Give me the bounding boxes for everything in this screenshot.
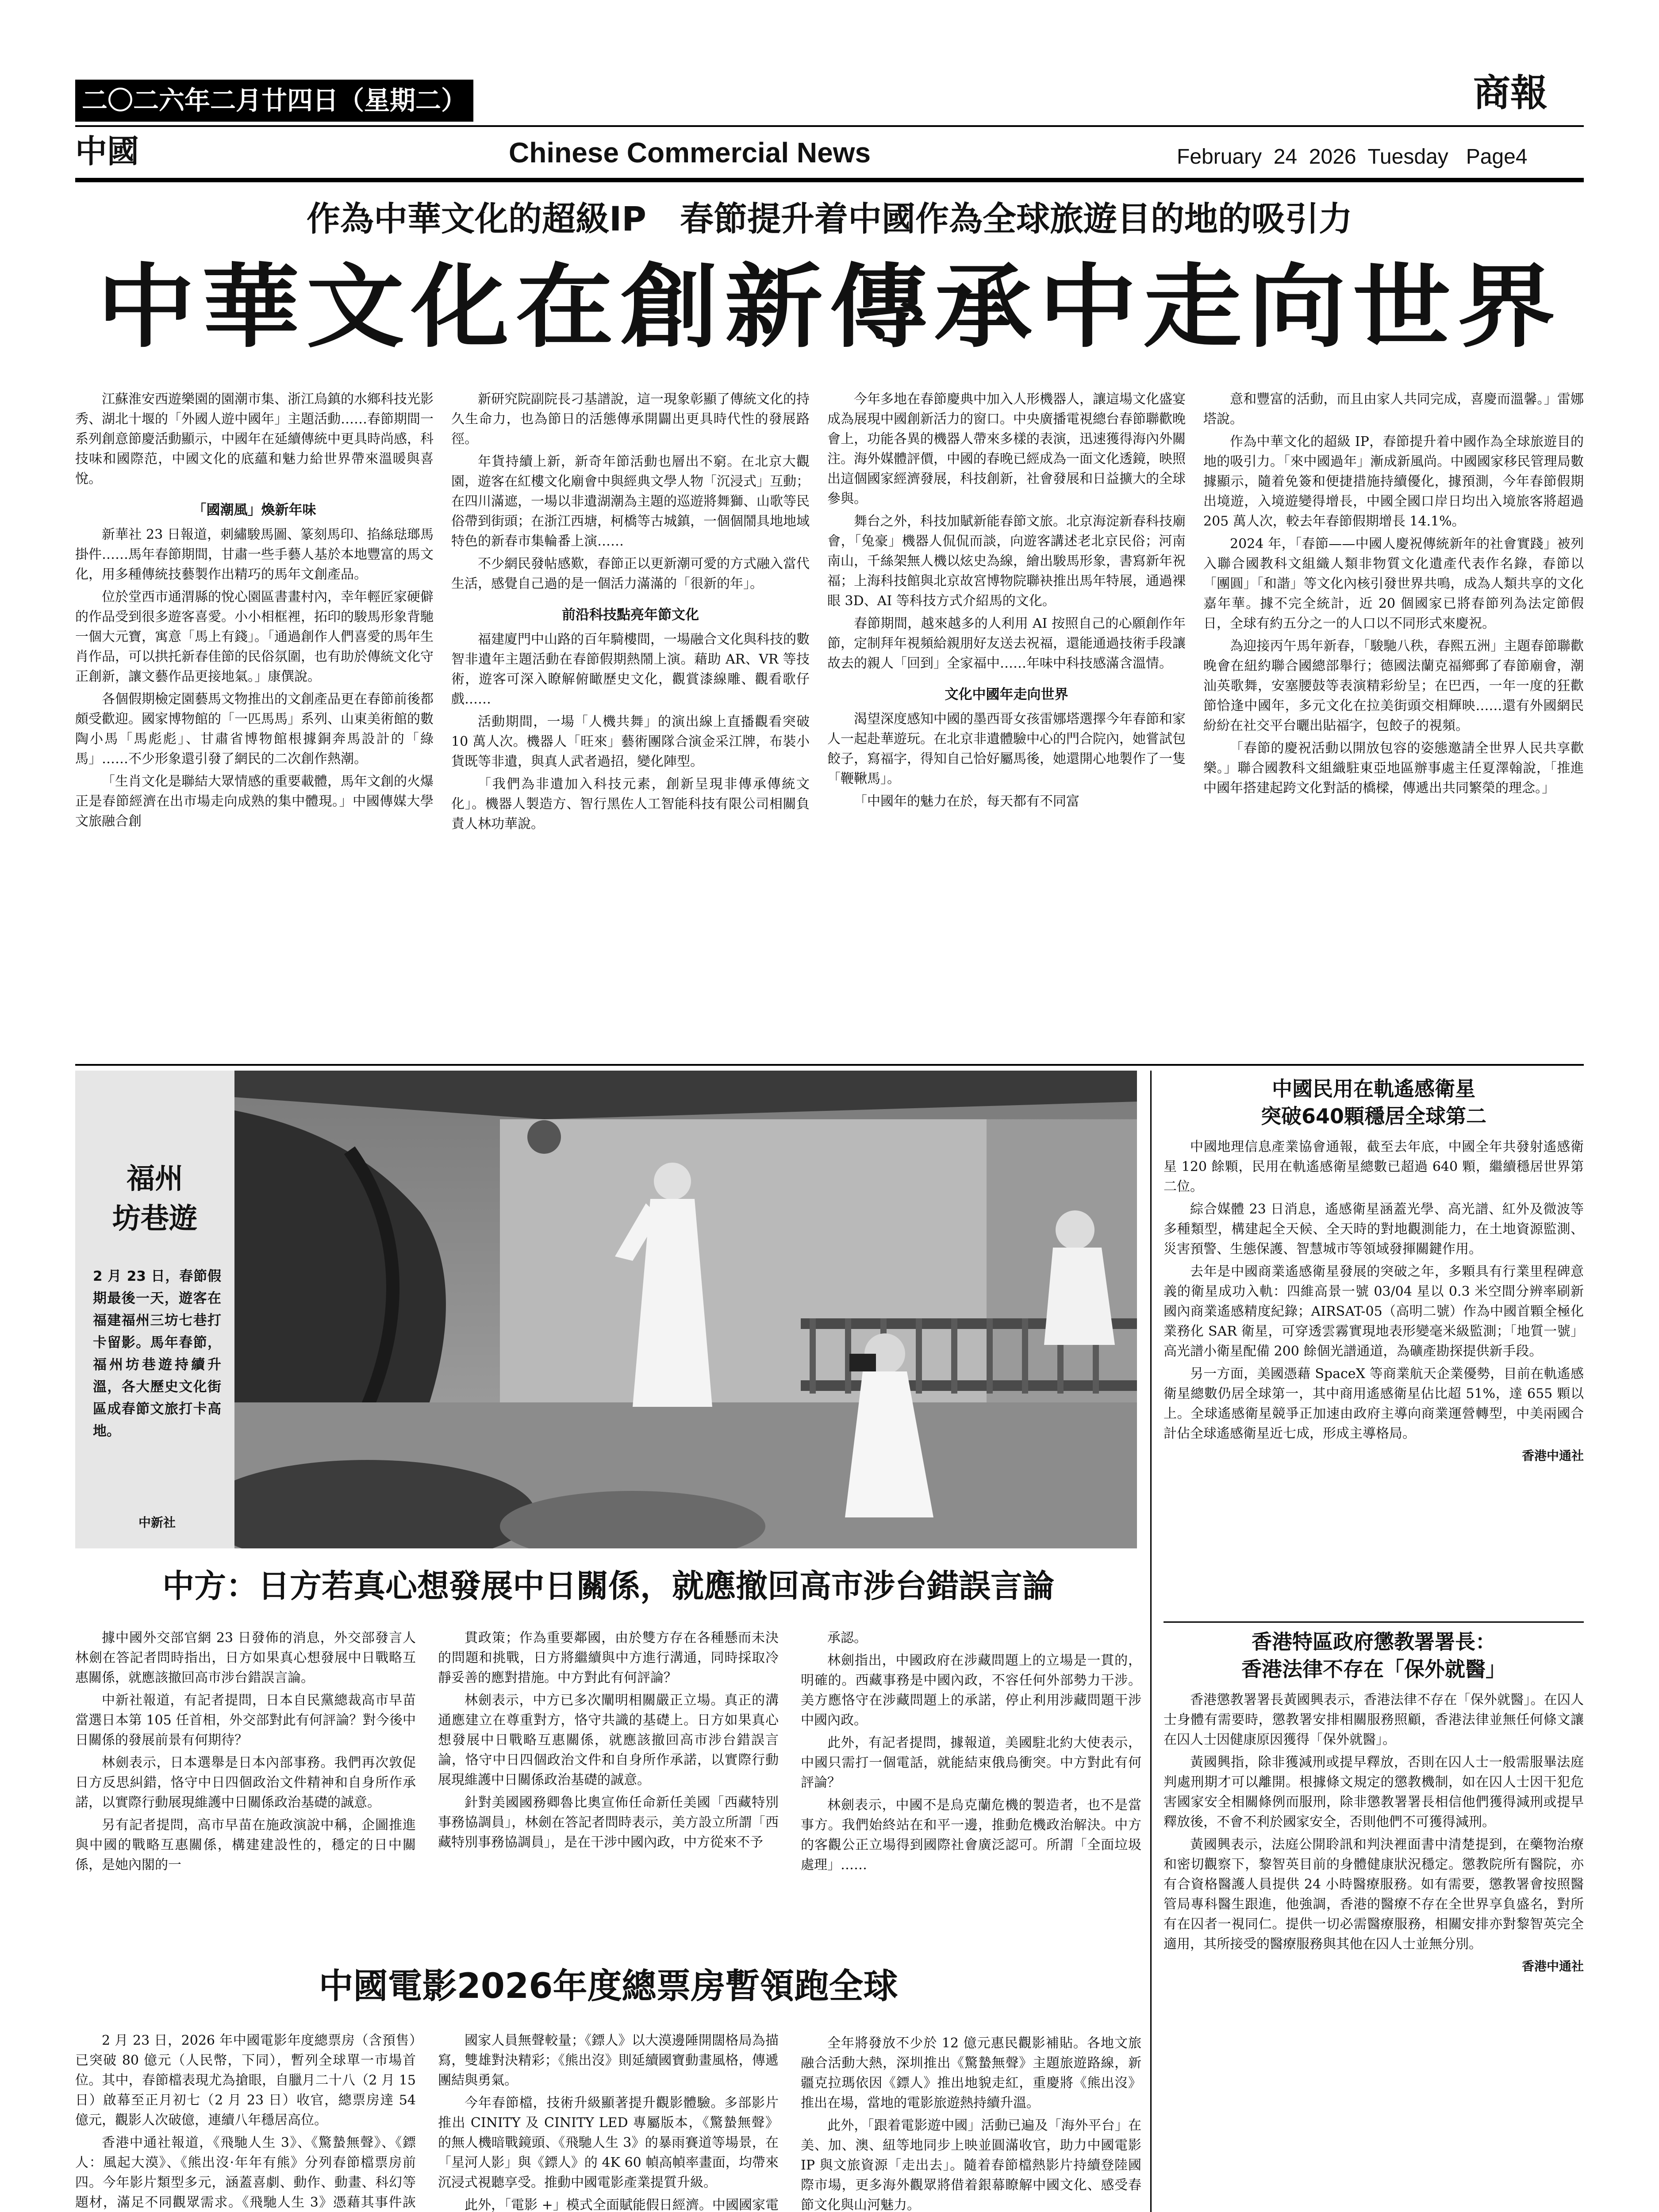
paragraph: 中國地理信息產業協會通報，截至去年底，中國全年共發射遙感衛星 120 餘顆，民用在軌遙感衛星總數已超過 640 顆，繼續穩居世界第二位。 [1164, 1139, 1584, 1194]
paragraph: 國家人員無聲較量；《鏢人》以大漠邊陲開闊格局為描寫，雙雄對決精彩；《熊出沒》則延續國寶動畫風格，傳遞團結與勇氣。 [438, 2033, 779, 2088]
paragraph: 今年春節檔，技術升級顯著提升觀影體驗。多部影片推出 CINITY 及 CINITY LED 專屬版本，《驚蟄無聲》的無人機暗戰鏡頭、《飛馳人生 3》的暴雨賽道等場景，在「星河人影」與《鏢人》的 4K 60 幀高幀率畫面，均帶來沉浸式視聽享受。推動中國電影產業提質升級。 [438, 2095, 779, 2190]
paragraph: 2 月 23 日，2026 年中國電影年度總票房（含預售）已突破 80 億元（人民幣，下同），暫列全球單一市場首位。其中，春節檔表現尤為搶眼，自臘月二十八（2 月 15 日）啟幕至正月初七（2 月 23 日）收官，總票房達 54 億元，觀影人次破億，連續八年穩居高位。 [75, 2033, 416, 2128]
masthead-rule [75, 178, 1584, 182]
film-column-2 [438, 2031, 779, 2212]
masthead-rule-top [75, 125, 1584, 127]
paragraph: 另有記者提問，高市早苗在施政演說中稱，企圖推進與中國的戰略互惠關係，構建建設性的，穩定的日中關係，是她內閣的一 [75, 1817, 416, 1873]
film-column-1 [75, 2031, 416, 2212]
paragraph: 春節期間，越來越多的人利用 AI 按照自己的心願創作年節，定制拜年視頻給親朋好友送去祝福，還能通過技術手段讓故去的親人「回到」全家福中……年味中科技感滿含溫情。 [827, 616, 1186, 671]
paragraph: 中新社報道，有記者提問，日本自民黨總裁高市早苗當選日本第 105 任首相，外交部對此有何評論？對今後中日關係的發展前景有何期待？ [75, 1693, 416, 1748]
paragraph: 活動期間，一場「人機共舞」的演出線上直播觀看突破 10 萬人次。機器人「旺來」藝術團隊合演金采江牌，布裝小貨既等非遺，與真人武者過招，變化陣型。 [451, 714, 810, 769]
film-headline: 中國電影2026年度總票房暫領跑全球 [319, 1966, 898, 2006]
article-source: 香港中通社 [1521, 1448, 1584, 1463]
paragraph: 此外，「跟着電影遊中國」活動已遍及「海外平台」在美、加、澳、紐等地同步上映並圓滿收官，助力中國電影 IP 與文旅資源「走出去」。隨着春節檔熱影片持續登陸國際市場，更多海外觀眾將借着銀幕瞭解中國文化、感受春節文化與山河魅力。 [801, 2118, 1141, 2212]
paragraph: 全年將發放不少於 12 億元惠民觀影補貼。各地文旅融合活動大熱，深圳推出《驚蟄無聲》主題旅遊路線，新疆克拉瑪依因《鏢人》推出地貌走紅，重慶將《熊出沒》推出在場，當地的電影旅遊熱持續升溫。 [801, 2035, 1141, 2111]
subheading: 「國潮風」煥新年味 [192, 502, 316, 518]
paragraph: 承認。 [827, 1630, 867, 1646]
lead-column-2 [451, 389, 810, 1057]
paragraph: 「中國年的魅力在於，每天都有不同富 [854, 794, 1079, 809]
paragraph: 此外，「電影 +」模式全面賦能假日經濟。中國國家電 [465, 2197, 779, 2212]
paragraph: 不少網民發帖感歎，春節正以更新潮可愛的方式融入當代生活，感覺自己過的是一個活力滿滿的「很新的年」。 [451, 556, 810, 591]
paragraph: 福建廈門中山路的百年騎樓間，一場融合文化與科技的數智非遺年主題活動在春節假期熱鬧上演。藉助 AR、VR 等技術，遊客可深入瞭解俯瞰歷史文化，觀賞漆線雕、觀看歌仔戲…… [451, 632, 810, 707]
paragraph: 此外，有記者提問，據報道，美國駐北約大使表示，中國只需打一個電話，就能結束俄烏衝突。中方對此有何評論？ [801, 1735, 1141, 1790]
photo-caption-box [75, 1071, 234, 1548]
paragraph: 為迎接丙午馬年新春，「駿馳八秩，春熙五洲」主題春節聯歡晚會在紐約聯合國總部舉行；德國法蘭克福鄉郵了春節廟會，潮汕英歌舞，安塞腰鼓等表演精彩紛呈；在巴西，一年一度的狂歡節恰逢中國年，多元文化在拉美街頭交相輝映……還有外國網民紛紛在社交平台曬出貼福字，包餃子的視頻。 [1203, 638, 1584, 733]
photo-credit: 中新社 [138, 1515, 176, 1530]
lead-kicker: 作為中華文化的超級IP 春節提升着中國作為全球旅遊目的地的吸引力 [307, 199, 1352, 238]
paragraph: 林劍表示，中方已多次闡明相關嚴正立場。真正的溝通應建立在尊重對方，恪守共識的基礎上。日方如果真心想發展中日戰略互惠關係，就應該撤回高市涉台錯誤言論，恪守中日四個政治文件和自身所作承諾，以實際行動展現維護中日關係政治基礎的誠意。 [438, 1693, 779, 1788]
subheading: 文化中國年走向世界 [945, 687, 1068, 703]
japan-column-1 [75, 1628, 416, 1947]
photo-title: 福州 坊巷遊 [112, 1163, 197, 1235]
paragraph: 2024 年，「春節——中國人慶祝傳統新年的社會實踐」被列入聯合國教科文組織人類非物質文化遺產代表作名錄，春節以「團圓」「和諧」等文化內核引發世界共鳴，成為人類共享的文化嘉年華。據不完全統計，近 20 個國家已將春節列為法定節假日，全球有約五分之一的人口以不同形式來慶祝。 [1203, 536, 1584, 631]
paragraph: 「春節的慶祝活動以開放包容的姿態邀請全世界人民共享歡樂。」聯合國教科文組織駐東亞地區辦事處主任夏澤翰說，「推進中國年搭建起跨文化對話的橋樑，傳遞出共同繁榮的理念。」 [1203, 741, 1584, 796]
right-column-rule [1150, 1071, 1152, 2212]
lead-headline: 中華文化在創新傳承中走向世界 [97, 255, 1562, 360]
subheading: 前沿科技點亮年節文化 [562, 607, 699, 623]
satellite-article [1164, 1137, 1584, 1615]
paper-logo: 商報 [1473, 71, 1548, 115]
paragraph: 去年是中國商業遙感衛星發展的突破之年，多顆具有行業里程碑意義的衛星成功入軌：四維高景一號 03/04 星以 0.3 米空間分辨率刷新國內商業遙感精度紀錄；AIRSAT-05（高明二號）作為中國首顆全極化業務化 SAR 衛星，可穿透雲霧實現地表形變毫米級監測；「地質一號」高光譜小衛星配備 200 餘個光譜通道，為礦產勘探提供新手段。 [1164, 1264, 1584, 1359]
paragraph: 江蘇淮安西遊樂園的園潮市集、浙江烏鎮的水鄉科技光影秀、湖北十堰的「外國人遊中國年」主題活動……春節期間一系列創意節慶活動顯示，中國年在延續傳統中更具時尚感，科技味和國際范，中國文化的底蘊和魅力給世界帶來溫暖與喜悅。 [75, 392, 434, 487]
paragraph: 作為中華文化的超級 IP，春節提升着中國作為全球旅遊目的地的吸引力。「來中國過年」漸成新風尚。中國國家移民管理局數據顯示，隨着免簽和便捷措施持續優化，據預測，今年春節假期出境遊，入境遊變得增長，中國全國口岸日均出入境旅客將超過 205 萬人次，較去年春節假期增長 14.1%。 [1203, 434, 1584, 529]
date-english: February 24 2026 Tuesday Page4 [1177, 145, 1528, 169]
paragraph: 意和豐富的活動，而且由家人共同完成，喜慶而溫馨。」雷娜塔說。 [1203, 392, 1584, 427]
paragraph: 香港中通社報道，《飛馳人生 3》、《驚蟄無聲》、《鏢人：風起大漠》、《熊出沒·年年有熊》分列春節檔票房前四。今年影片類型多元，涵蓋喜劇、動作、動畫、科幻等題材，滿足不同觀眾需求。《飛馳人生 3》憑藉其事件詼 [75, 2135, 416, 2210]
lead-column-4 [1203, 389, 1584, 1057]
correction-headline: 香港特區政府懲教署署長： 香港法律不存在「保外就醫」 [1241, 1630, 1506, 1681]
paragraph: 「我們為非遺加入科技元素，創新呈現非傳承傳統文化」。機器人製造方、智行黑佐人工智能科技有限公司相關負責人林功華說。 [451, 776, 810, 832]
japan-column-3 [801, 1628, 1141, 1947]
paragraph: 貫政策；作為重要鄰國，由於雙方存在各種懸而未決的問題和挑戰，日方將繼續與中方進行溝通，同時採取冷靜妥善的應對措施。中方對此有何評論？ [438, 1630, 779, 1686]
divider [1164, 1621, 1584, 1623]
paragraph: 新華社 23 日報道，刺繡駿馬圖、篆刻馬印、掐絲琺瑯馬掛件……馬年春節期間，甘肅一些手藝人基於本地豐富的馬文化，用多種傳統技藝製作出精巧的馬年文創產品。 [75, 527, 434, 582]
paragraph: 林劍指出，中國政府在涉藏問題上的立場是一貫的，明確的。西藏事務是中國內政，不容任何外部勢力干涉。美方應恪守在涉藏問題上的承諾，停止利用涉藏問題干涉中國內政。 [801, 1653, 1141, 1728]
japan-column-2 [438, 1628, 779, 1947]
correction-article [1164, 1690, 1584, 2212]
paragraph: 綜合媒體 23 日消息，遙感衛星涵蓋光學、高光譜、紅外及微波等多種類型，構建起全天候、全天時的對地觀測能力，在土地資源監測、災害預警、生態保護、智慧城市等領域發揮關鍵作用。 [1164, 1202, 1584, 1257]
paragraph: 林劍表示，中國不是烏克蘭危機的製造者，也不是當事方。我們始終站在和平一邊，推動危機政治解決。中方的客觀公正立場得到國際社會廣泛認可。所謂「全面垃圾處理」…… [801, 1797, 1141, 1873]
paragraph: 針對美國國務卿魯比奧宣佈任命新任美國「西藏特別事務協調員」，林劍在答記者問時表示，美方設立所謂「西藏特別事務協調員」，是在干涉中國內政，中方從來不予 [438, 1795, 779, 1850]
paragraph: 另一方面，美國憑藉 SpaceX 等商業航天企業優勢，目前在軌遙感衛星總數仍居全球第一，其中商用遙感衛星佔比超 51%，達 655 顆以上。全球遙感衛星競爭正加速由政府主導向商業運營轉型，中美兩國合計佔全球遙感衛星近七成，形成主導格局。 [1164, 1366, 1584, 1441]
japan-headline: 中方：日方若真心想發展中日關係，就應撤回高市涉台錯誤言論 [162, 1567, 1054, 1605]
paragraph: 黃國興指，除非獲減刑或提早釋放，否則在囚人士一般需服畢法庭判處刑期才可以離開。根據條文規定的懲教機制，如在囚人士因干犯危害國家安全相關條例而服刑，除非懲教署署長相信他們獲得減刑或提早釋放後，不會不利於國家安全，否則他們不可獲得減刑。 [1164, 1755, 1584, 1830]
paragraph: 「生肖文化是聯結大眾情感的重要載體，馬年文創的火爆正是春節經濟在出市場走向成熟的集中體現。」中國傳媒大學文旅融合創 [75, 774, 434, 829]
paragraph: 舞台之外，科技加賦新能春節文旅。北京海淀新春科技廟會，「兔豪」機器人侃侃而談，向遊客講述老北京民俗；河南南山，千絲架無人機以炫史為線，繪出駿馬形象，書寫新年祝福；上海科技館與北京故宮博物院聯袂推出馬年特展，通過裸眼 3D、AI 等科技方式介紹馬的文化。 [827, 514, 1186, 609]
satellite-headline: 中國民用在軌遙感衛星 突破640顆穩居全球第二 [1260, 1077, 1487, 1128]
photo-caption: 2 月 23 日，春節假期最後一天，遊客在福建福州三坊七巷打卡留影。馬年春節，福州坊巷遊持續升溫，各大歷史文化街區成春節文旅打卡高地。 [93, 1268, 221, 1439]
paragraph: 渴望深度感知中國的墨西哥女孩雷娜塔選擇今年春節和家人一起赴華遊玩。在北京非遺體驗中心的門合院內，她嘗試包餃子，寫福字，得知自己恰好屬馬後，她還開心地製作了一隻「鞭鞦馬」。 [827, 711, 1186, 787]
article-source: 香港中通社 [1521, 1959, 1584, 1974]
paragraph: 黃國興表示，法庭公開聆訊和判決裡面書中清楚提到，在藥物治療和密切觀察下，黎智英目前的身體健康狀況穩定。懲教院所有醫院，亦有合資格醫護人員提供 24 小時醫療服務。如有需要，懲教署會按照醫管局專科醫生跟進，他強調，香港的醫療不存在全世界享負盛名，對所有在囚者一視同仁。提供一切必需醫療服務，相關安排亦對黎智英完全適用，其所接受的醫療服務與其他在囚人士並無分別。 [1164, 1837, 1584, 1952]
film-column-3 [801, 2031, 1141, 2212]
lead-column-1 [75, 389, 434, 1057]
paragraph: 香港懲教署署長黃國興表示，香港法律不存在「保外就醫」。在囚人士身體有需要時，懲教署安排相關服務照顧，香港法律並無任何條文讓在囚人士因健康原因獲得「保外就醫」。 [1164, 1692, 1584, 1747]
paragraph: 據中國外交部官網 23 日發佈的消息，外交部發言人林劍在答記者問時指出，日方如果真心想發展中日戰略互惠關係，就應該撤回高市涉台錯誤言論。 [75, 1630, 416, 1686]
news-photo [234, 1071, 1137, 1548]
date-banner: 二〇二六年二月廿四日（星期二） [75, 80, 473, 122]
paper-english-name: Chinese Commercial News [509, 137, 871, 169]
paragraph: 各個假期檢定園藝馬文物推出的文創產品更在春節前後都頗受歡迎。國家博物館的「一匹馬馬」系列、山東美術館的數陶小馬「馬彪彪」、甘肅省博物館根據銅奔馬設計的「綠馬」……不少形象還引發了網民的二次創作熱潮。 [75, 691, 434, 767]
section-divider [75, 1064, 1584, 1066]
paragraph: 新研究院副院長刁基譜說，這一現象彰顯了傳統文化的持久生命力，也為節日的活態傳承開闢出更具時代性的發展路徑。 [451, 392, 810, 447]
paragraph: 林劍表示，日本選舉是日本內部事務。我們再次敦促日方反思糾錯，恪守中日四個政治文件精神和自身所作承諾，以實際行動展現維護中日關係政治基礎的誠意。 [75, 1755, 416, 1810]
lead-column-3 [827, 389, 1186, 1057]
section-label: 中國 [75, 133, 139, 170]
paragraph: 今年多地在春節慶典中加入人形機器人，讓這場文化盛宴成為展現中國創新活力的窗口。中央廣播電視總台春節聯歡晚會上，功能各異的機器人帶來多樣的表演，迅速獲得海內外關注。海外媒體評價，中國的春晚已經成為一面文化透鏡，映照出這個國家經濟發展，科技創新，社會發展和日益擴大的全球參與。 [827, 392, 1186, 507]
paragraph: 位於堂西市通渭縣的悅心園區書畫村內，幸年輕匠家硬僻的作品受到很多遊客喜愛。小小相框裡，拓印的駿馬形象背馳一個大元寶，寓意「馬上有錢」。「通過創作人們喜愛的馬年生肖作品，可以拱托新春佳節的民俗氛圍，也有助於傳統文化守正創新，讓文藝作品更接地氣。」康僎說。 [75, 589, 434, 684]
paragraph: 年貨持續上新，新奇年節活動也層出不窮。在北京大觀園，遊客在紅樓文化廟會中與經典文學人物「沉浸式」互動；在四川滿遮，一場以非遺湖潮為主題的巡遊將舞獅、山歌等民俗帶到街頭；在浙江西塘，柯橋等古城鎮，一個個鬧具地地域特色的新春市集輪番上演…… [451, 454, 810, 549]
